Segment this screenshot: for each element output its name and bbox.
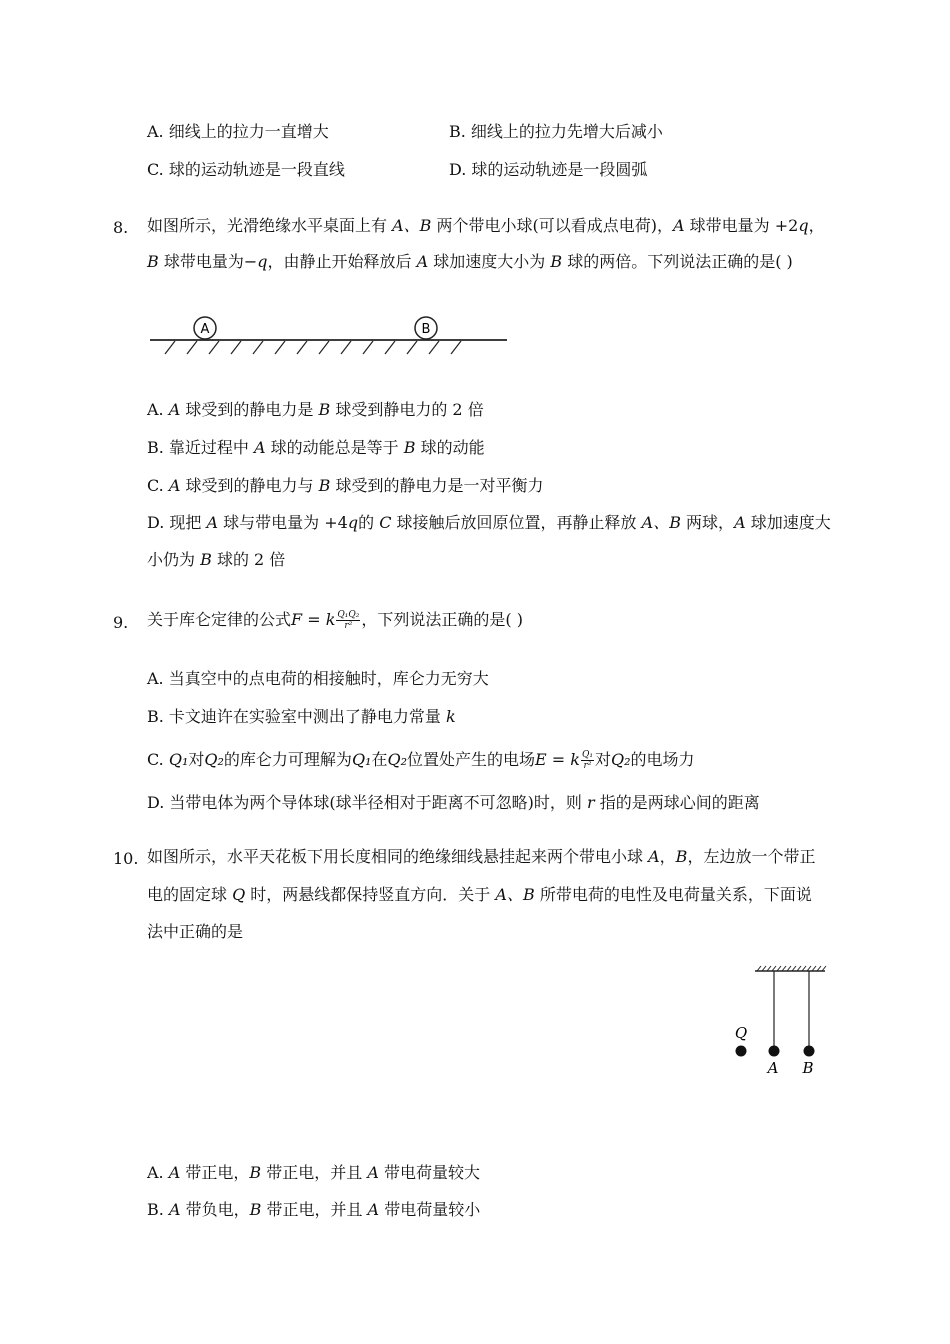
q7-option-b: B. 细线上的拉力先增大后减小: [449, 122, 663, 141]
q10-stem-line3: 法中正确的是: [147, 922, 244, 941]
q9-option-a: A. 当真空中的点电荷的相接触时，库仑力无穷大: [147, 669, 489, 688]
q9-option-b: B. 卡文迪许在实验室中测出了静电力常量 k: [147, 707, 456, 726]
q9-number: 9.: [113, 613, 129, 632]
q9-option-d: D. 当带电体为两个导体球(球半径相对于距离不可忽略)时，则 r 指的是两球心间的距离: [147, 793, 760, 812]
q8-ball-a-label: A: [200, 322, 210, 337]
q8-option-d-line2: 小仍为 B 球的 2 倍: [147, 550, 286, 569]
q10-label-a: A: [767, 1059, 779, 1077]
q10-label-q: Q: [734, 1024, 748, 1042]
q8-figure: [145, 310, 515, 360]
q10-option-a: A. A 带正电，B 带正电，并且 A 带电荷量较大: [147, 1163, 480, 1182]
q10-ball-q: [736, 1046, 747, 1057]
q8-stem-line1: 如图所示，光滑绝缘水平桌面上有 A、B 两个带电小球(可以看成点电荷)，A 球带电量为 +2q，: [147, 216, 825, 235]
q10-stem-line1: 如图所示，水平天花板下用长度相同的绝缘细线悬挂起来两个带电小球 A，B，左边放一个带正: [147, 847, 816, 866]
q10-option-b: B. A 带负电，B 带正电，并且 A 带电荷量较小: [147, 1200, 481, 1219]
q8-ball-b-label: B: [421, 322, 431, 337]
q10-ball-b: [804, 1046, 815, 1057]
q10-stem-line2: 电的固定球 Q 时，两悬线都保持竖直方向．关于 A、B 所带电荷的电性及电荷量关系，下面说: [147, 885, 812, 904]
q7-option-a: A. 细线上的拉力一直增大: [147, 122, 329, 141]
q10-label-b: B: [802, 1059, 814, 1077]
q10-figure: [725, 962, 835, 1082]
q8-option-c: C. A 球受到的静电力与 B 球受到的静电力是一对平衡力: [147, 476, 544, 495]
q8-stem-line2: B 球带电量为−q，由静止开始释放后 A 球加速度大小为 B 球的两倍。下列说法正确的是( ): [147, 252, 793, 271]
q8-option-d-line1: D. 现把 A 球与带电量为 +4q的 C 球接触后放回原位置，再静止释放 A、B 两球，A 球加速度大: [147, 513, 831, 532]
q9-stem: 关于库仑定律的公式F = k $\frac{\text{Q₁Q₂}}{\text{r²}}$ ，下列说法正确的是( ): [147, 610, 523, 631]
q9-option-c: C. Q₁对Q₂的库仑力可理解为Q₁在Q₂位置处产生的电场E = k $\frac{\text{Q₁}}{\text{r²}}$ 对Q₂的电场力: [147, 750, 695, 771]
q8-number: 8.: [113, 218, 129, 237]
q10-number: 10.: [113, 849, 139, 868]
q9-formula-fraction: $\frac{\text{Q₁Q₂}}{\text{r²}}$: [337, 610, 360, 631]
q9-option-c-fraction: $\frac{\text{Q₁}}{\text{r²}}$: [581, 750, 593, 771]
q7-option-c: C. 球的运动轨迹是一段直线: [147, 160, 345, 179]
q10-ball-a: [769, 1046, 780, 1057]
q8-option-b: B. 靠近过程中 A 球的动能总是等于 B 球的动能: [147, 438, 485, 457]
q7-option-d: D. 球的运动轨迹是一段圆弧: [449, 160, 648, 179]
q8-option-a: A. A 球受到的静电力是 B 球受到静电力的 2 倍: [147, 400, 484, 419]
